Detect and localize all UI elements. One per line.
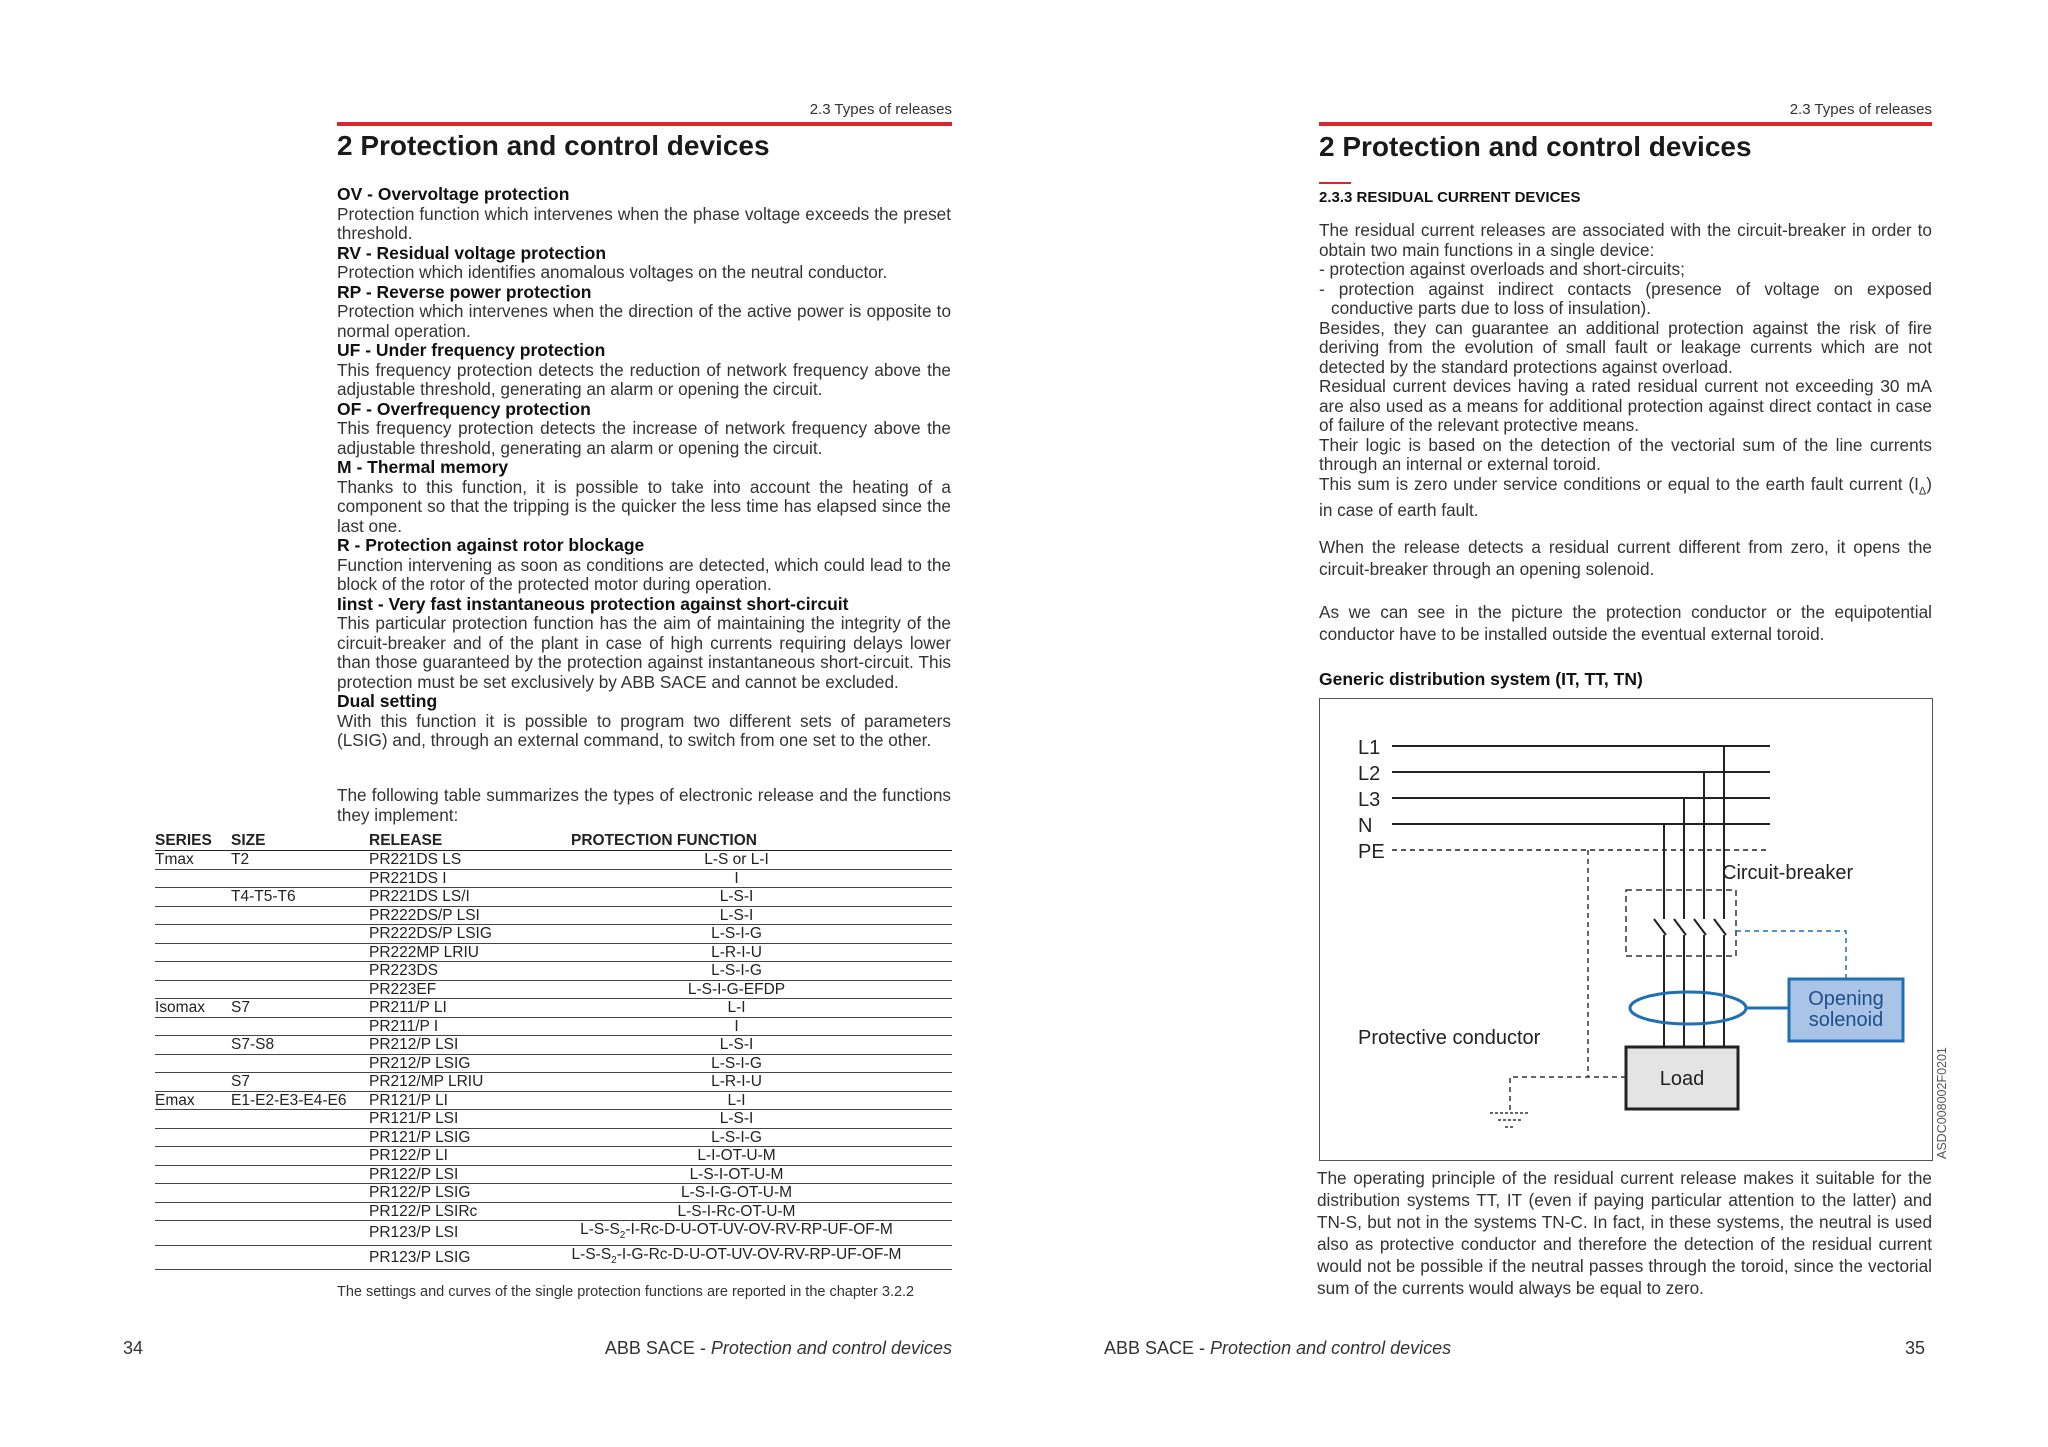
cell-protection-function: L-S-I <box>521 1036 952 1055</box>
left-page-title: 2 Protection and control devices <box>337 130 770 161</box>
cell-protection-function: L-I <box>521 999 952 1018</box>
release-table <box>155 832 952 1270</box>
cell-size: S7 <box>231 1073 369 1092</box>
table-row <box>155 906 952 925</box>
function-description: Protection which intervenes when the direction of the active power is opposite to normal operation. <box>337 301 951 341</box>
cell-series <box>155 1202 231 1221</box>
protective-conductor-label: Protective conductor <box>1358 1027 1541 1049</box>
table-row <box>155 1017 952 1036</box>
cell-release: PR122/P LI <box>369 1147 521 1166</box>
cell-series <box>155 925 231 944</box>
table-row <box>155 1091 952 1110</box>
left-footer-title: Protection and control devices <box>710 1338 952 1358</box>
diagram-svg <box>1320 699 1932 1160</box>
cell-release: PR121/P LSIG <box>369 1128 521 1147</box>
right-section-header: 2.3 Types of releases <box>1789 101 1932 118</box>
cell-protection-function: I <box>521 869 952 888</box>
para-solenoid: When the release detects a residual current different from zero, it opens the circuit-breaker through an opening solenoid. <box>1319 537 1932 579</box>
label-l3: L3 <box>1358 789 1381 811</box>
cell-size <box>231 925 369 944</box>
function-description: With this function it is possible to program two different sets of parameters (LSIG) and, through an external command, to switch from one set to the other. <box>337 710 951 750</box>
cell-size <box>231 1054 369 1073</box>
para-line-last <box>1319 475 1932 521</box>
cell-release: PR212/MP LRIU <box>369 1073 521 1092</box>
cell-series <box>155 943 231 962</box>
cell-protection-function: L-S-I-G-OT-U-M <box>521 1184 952 1203</box>
function-description: Protection which identifies anomalous voltages on the neutral conductor. <box>337 262 888 282</box>
cell-series <box>155 1054 231 1073</box>
cell-series <box>155 1110 231 1129</box>
cell-series <box>155 1036 231 1055</box>
function-description: This frequency protection detects the reduction of network frequency above the adjustable threshold, generating an alarm or opening the circuit. <box>337 359 951 399</box>
breaker-label: Circuit-breaker <box>1722 862 1854 884</box>
cell-series <box>155 1245 231 1270</box>
load-label: Load <box>1659 1068 1705 1090</box>
cell-size <box>231 869 369 888</box>
cell-size <box>231 1017 369 1036</box>
cell-protection-function: L-R-I-U <box>521 1073 952 1092</box>
function-term: RP - Reverse power protection <box>337 281 592 302</box>
function-description: Function intervening as soon as conditions are detected, which could lead to the block of the rotor of the protected motor during operation. <box>337 554 951 594</box>
left-page-number: 34 <box>123 1338 144 1358</box>
function-term: RV - Residual voltage protection <box>337 242 607 263</box>
cell-size <box>231 1245 369 1270</box>
cell-series <box>155 962 231 981</box>
table-row <box>155 851 952 870</box>
cell-protection-function: L-S or L-I <box>521 851 952 870</box>
cell-size: E1-E2-E3-E4-E6 <box>231 1091 369 1110</box>
cell-release: PR222MP LRIU <box>369 943 521 962</box>
cell-protection-function: $L-S-S_2-I-Rc-D-U-OT-UV-OV-RV-RP-UF-OF-M$ <box>521 1221 952 1246</box>
table-row <box>155 1202 952 1221</box>
cell-protection-function: $L-S-S_2-I-G-Rc-D-U-OT-UV-OV-RV-RP-UF-OF-M$ <box>521 1245 952 1270</box>
table-row <box>155 888 952 907</box>
residual-intro <box>1319 221 1932 521</box>
cell-series <box>155 1221 231 1246</box>
switch-contacts <box>1654 919 1726 935</box>
function-term: R - Protection against rotor blockage <box>337 535 645 555</box>
cell-release: PR121/P LI <box>369 1091 521 1110</box>
cell-size <box>231 906 369 925</box>
cell-series <box>155 1147 231 1166</box>
cell-series <box>155 1128 231 1147</box>
solenoid-label-1: Opening <box>1808 988 1884 1010</box>
table-row <box>155 1054 952 1073</box>
protection-function-list <box>337 185 951 751</box>
col-header-protection-function: PROTECTION FUNCTION <box>521 832 952 851</box>
function-description: This frequency protection detects the increase of network frequency above the adjustable threshold, generating an alarm or opening the circuit. <box>337 418 951 458</box>
figure-caption: Generic distribution system (IT, TT, TN) <box>1319 669 1643 689</box>
para-line: - protection against overloads and short-circuits; <box>1319 259 1685 279</box>
right-header-rule <box>1319 122 1932 126</box>
cell-release: PR123/P LSIG <box>369 1245 521 1270</box>
cell-protection-function: L-S-I <box>521 906 952 925</box>
cell-size <box>231 943 369 962</box>
cell-protection-function: L-S-I-G-EFDP <box>521 980 952 999</box>
cell-release: PR122/P LSIRc <box>369 1202 521 1221</box>
cell-release: PR212/P LSI <box>369 1036 521 1055</box>
cell-protection-function: L-R-I-U <box>521 943 952 962</box>
cell-size <box>231 1221 369 1246</box>
cell-release: PR223EF <box>369 980 521 999</box>
cell-size <box>231 1184 369 1203</box>
cell-size <box>231 980 369 999</box>
left-footer-brand: ABB SACE - <box>604 1338 711 1358</box>
cell-series <box>155 888 231 907</box>
right-footer <box>1104 1338 1451 1359</box>
label-n: N <box>1358 815 1373 837</box>
cell-size: S7-S8 <box>231 1036 369 1055</box>
right-page-number: 35 <box>1905 1338 1926 1358</box>
function-term: UF - Under frequency protection <box>337 340 606 360</box>
cell-protection-function: L-S-I-G <box>521 1128 952 1147</box>
cell-release: PR212/P LSIG <box>369 1054 521 1073</box>
left-section-header: 2.3 Types of releases <box>809 101 952 118</box>
function-description: This particular protection function has the aim of maintaining the integrity of the circuit-breaker and of the plant in case of high currents requiring delays lower than those guaranteed by the protection against instantaneous short-circuit. This protection must be set exclusively by ABB SACE and cannot be excluded. <box>337 613 951 692</box>
para-line: - protection against indirect contacts (presence of voltage on exposed conductive parts due to loss of insulation). <box>1319 278 1932 318</box>
cell-protection-function: L-S-I <box>521 888 952 907</box>
table-row <box>155 1147 952 1166</box>
cell-protection-function: L-S-I-OT-U-M <box>521 1165 952 1184</box>
col-header-series: SERIES <box>155 832 231 851</box>
function-term: OV - Overvoltage protection <box>337 184 570 204</box>
function-description: Thanks to this function, it is possible to take into account the heating of a component so that the tripping is the quicker the less time has elapsed since the last one. <box>337 476 951 536</box>
para-toroid: As we can see in the picture the protection conductor or the equipotential conductor have to be installed outside the eventual external toroid. <box>1319 602 1932 644</box>
breaker-box <box>1626 890 1736 956</box>
ground-icon <box>1490 1113 1530 1127</box>
delta-subscript: Δ <box>1918 484 1927 497</box>
right-page-title: 2 Protection and control devices <box>1319 131 1752 162</box>
table-row <box>155 962 952 981</box>
cell-series <box>155 1073 231 1092</box>
right-footer-title: Protection and control devices <box>1210 1338 1452 1358</box>
col-header-size: SIZE <box>231 832 369 851</box>
cell-release: PR122/P LSI <box>369 1165 521 1184</box>
cell-release: PR122/P LSIG <box>369 1184 521 1203</box>
cell-release: PR221DS LS <box>369 851 521 870</box>
para-line: The residual current releases are associated with the circuit-breaker in order to obtain two main functions in a single device: <box>1319 220 1932 260</box>
subsection-title: 2.3.3 RESIDUAL CURRENT DEVICES <box>1319 189 1581 206</box>
cell-protection-function: I <box>521 1017 952 1036</box>
table-row <box>155 925 952 944</box>
trip-link <box>1736 931 1846 979</box>
right-footer-brand: ABB SACE - <box>1104 1338 1211 1358</box>
para-operating-principle: The operating principle of the residual current release makes it suitable for the distribution systems TT, IT (even if paying particular attention to the latter) and TN-S, but not in the systems TN-C. In fact, in these systems, the neutral is used also as protective conductor and therefore the detection of the residual current would not be possible if the neutral passes through the toroid, since the vectorial sum of the currents would always be equal to zero. <box>1317 1168 1932 1298</box>
cell-release: PR222DS/P LSI <box>369 906 521 925</box>
table-row <box>155 980 952 999</box>
cell-size <box>231 962 369 981</box>
cell-series <box>155 1165 231 1184</box>
function-term: M - Thermal memory <box>337 457 509 477</box>
table-row <box>155 999 952 1018</box>
function-description: Protection function which intervenes when the phase voltage exceeds the preset threshold. <box>337 203 951 243</box>
cell-series <box>155 1184 231 1203</box>
toroid <box>1630 992 1746 1024</box>
cell-size <box>231 1147 369 1166</box>
release-table-container <box>155 832 952 1270</box>
cell-series <box>155 980 231 999</box>
table-row <box>155 1110 952 1129</box>
solenoid-label-2: solenoid <box>1808 1009 1884 1031</box>
para-fragment: This sum is zero under service conditions or equal to the earth fault current (I <box>1319 473 1919 494</box>
cell-size <box>231 1202 369 1221</box>
cell-protection-function: L-S-I-G <box>521 925 952 944</box>
cell-release: PR221DS I <box>369 869 521 888</box>
cell-protection-function: L-S-I <box>521 1110 952 1129</box>
cell-release: PR223DS <box>369 962 521 981</box>
table-intro: The following table summarizes the types of electronic release and the functions they implement: <box>337 785 951 825</box>
function-term: OF - Overfrequency protection <box>337 398 591 419</box>
figure-code: ASDC008002F0201 <box>1935 1047 1949 1159</box>
para-line: Their logic is based on the detection of the vectorial sum of the line currents through an internal or external toroid. <box>1319 434 1932 474</box>
para-line: Besides, they can guarantee an additional protection against the risk of fire deriving from the evolution of small fault or leakage currents which are not detected by the standard protections against overload. <box>1319 317 1932 377</box>
cell-protection-function: L-I-OT-U-M <box>521 1147 952 1166</box>
cell-series: Isomax <box>155 999 231 1018</box>
table-row <box>155 1128 952 1147</box>
table-row <box>155 869 952 888</box>
earth-path <box>1510 1077 1626 1111</box>
cell-size <box>231 1110 369 1129</box>
table-row <box>155 1073 952 1092</box>
cell-release: PR211/P LI <box>369 999 521 1018</box>
table-row <box>155 943 952 962</box>
table-row <box>155 1245 952 1270</box>
cell-size: T2 <box>231 851 369 870</box>
col-header-release: RELEASE <box>369 832 521 851</box>
function-term: Dual setting <box>337 691 438 711</box>
cell-protection-function: L-I <box>521 1091 952 1110</box>
cell-series: Emax <box>155 1091 231 1110</box>
label-pe: PE <box>1358 841 1385 863</box>
cell-release: PR211/P I <box>369 1017 521 1036</box>
cell-series: Tmax <box>155 851 231 870</box>
cell-protection-function: L-S-I-Rc-OT-U-M <box>521 1202 952 1221</box>
cell-size: S7 <box>231 999 369 1018</box>
cell-release: PR121/P LSI <box>369 1110 521 1129</box>
cell-release: PR123/P LSI <box>369 1221 521 1246</box>
cell-release: PR222DS/P LSIG <box>369 925 521 944</box>
table-row <box>155 1165 952 1184</box>
cell-size <box>231 1128 369 1147</box>
cell-series <box>155 869 231 888</box>
para-line: Residual current devices having a rated residual current not exceeding 30 mA are also used as a means for additional protection against direct contact in case of failure of the relevant protective means. <box>1319 376 1932 435</box>
distribution-diagram <box>1319 698 1933 1161</box>
table-row <box>155 1221 952 1246</box>
cell-protection-function: L-S-I-G <box>521 1054 952 1073</box>
cell-size: T4-T5-T6 <box>231 888 369 907</box>
table-row <box>155 1184 952 1203</box>
left-footer <box>604 1338 952 1359</box>
label-l1: L1 <box>1358 737 1381 759</box>
cell-series <box>155 906 231 925</box>
subsection-accent <box>1319 182 1351 184</box>
function-term: Iinst - Very fast instantaneous protection against short-circuit <box>337 593 849 614</box>
label-l2: L2 <box>1358 763 1381 785</box>
cell-series <box>155 1017 231 1036</box>
cell-release: PR221DS LS/I <box>369 888 521 907</box>
table-note: The settings and curves of the single protection functions are reported in the chapter 3.2.2 <box>337 1284 915 1300</box>
cell-protection-function: L-S-I-G <box>521 962 952 981</box>
left-header-rule <box>337 122 952 126</box>
table-row <box>155 1036 952 1055</box>
para-fragment: ) in case of earth fault. <box>1319 473 1932 521</box>
cell-size <box>231 1165 369 1184</box>
